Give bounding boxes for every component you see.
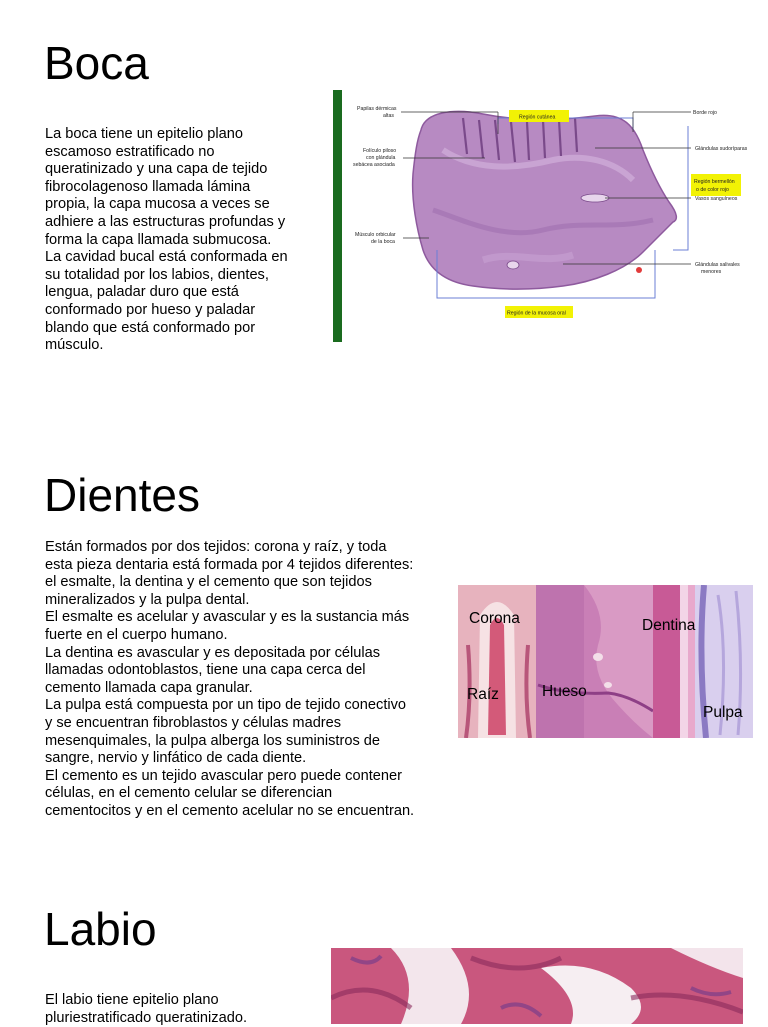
section-title-labio: Labio xyxy=(44,903,157,955)
label-corona: Corona xyxy=(469,610,520,627)
figure-dientes-histology xyxy=(458,585,753,738)
section-text-boca: La boca tiene un epitelio plano escamoso estratificado no queratinizado y una capa de tejido fibrocolagenoso llamada lámina propia, la capa mucosa a veces se adhiere a las estructuras profundas y forma la capa llamada submucosa. La cavidad bucal está conformada en su totalidad por los labios, dientes, lengua, paladar duro que está conformado por hueso y paladar blando que está conformado por músculo. xyxy=(45,126,288,354)
label-foliculo-2: con glándula xyxy=(366,155,396,161)
label-papilas-2: altas xyxy=(383,113,394,119)
figure-accent-bar xyxy=(333,90,342,342)
section-title-dientes: Dientes xyxy=(44,469,200,521)
label-foliculo-3: sebácea asociada xyxy=(353,162,395,168)
label-region-bermellon: Región bermellón xyxy=(694,179,735,185)
figure-labio-histology xyxy=(331,948,743,1024)
label-glandulas-sal-2: menores xyxy=(701,269,722,275)
label-pulpa: Pulpa xyxy=(703,704,743,721)
label-glandulas-sal: Glándulas salivales xyxy=(695,262,740,268)
figure-boca-histology xyxy=(333,90,768,342)
label-region-bermellon-2: o de color rojo xyxy=(696,187,729,193)
section-title-boca: Boca xyxy=(44,37,149,89)
label-region-cutanea: Región cutánea xyxy=(519,114,556,121)
label-vasos: Vasos sanguíneos xyxy=(695,196,738,202)
label-dentina: Dentina xyxy=(642,617,696,634)
label-region-mucosa: Región de la mucosa oral xyxy=(507,310,566,317)
label-musculo: Músculo orbicular xyxy=(355,232,396,238)
label-papilas: Papilas dérmicas xyxy=(357,106,397,112)
label-glandulas-sud: Glándulas sudoríparas xyxy=(695,146,748,152)
label-borde-rojo: Borde rojo xyxy=(693,110,717,116)
label-musculo-2: de la boca xyxy=(371,239,395,245)
section-text-dientes: Están formados por dos tejidos: corona y raíz, y toda esta pieza dentaria está formada por 4 tejidos diferentes: el esmalte, la dentina y el cemento que son tejidos mineralizados y la pulpa dental. El esmalte es acelular y avascular y es la sustancia más fuerte en el cuerpo humano. La dentina es avascular y es depositada por células llamadas odontoblastos, tiene una capa cerca del cemento llamada capa granular. La pulpa está compuesta por un tipo de tejido conectivo y se encuentran fibroblastos y células madres mesenquimales, la pulpa alberga los suministros de sangre, nervio y linfático de cada diente. El cemento es un tejido avascular pero puede contener células, en el cemento celular se diferencian cementocitos y en el cemento acelular no se encuentran. xyxy=(45,539,415,819)
section-text-labio: El labio tiene epitelio plano pluriestratificado queratinizado. xyxy=(45,992,247,1026)
label-hueso: Hueso xyxy=(542,683,587,700)
label-foliculo: Folículo piloso xyxy=(363,148,397,154)
label-raiz: Raíz xyxy=(467,686,499,703)
